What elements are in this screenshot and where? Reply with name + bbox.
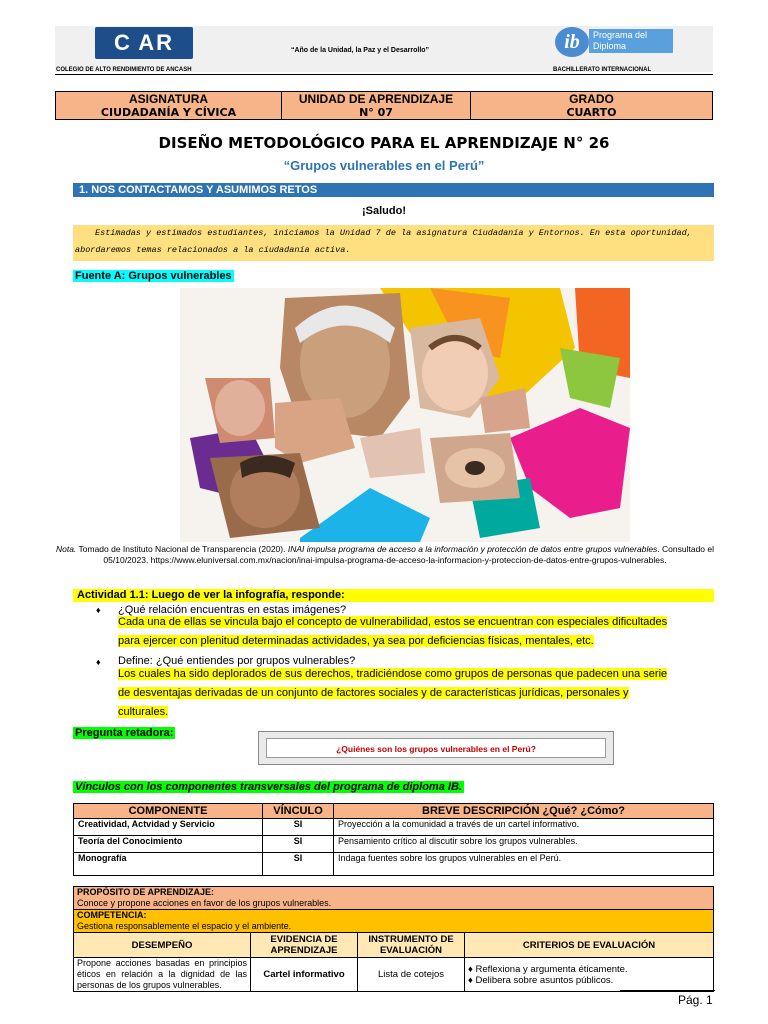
- grado-label: GRADO: [569, 92, 614, 106]
- header-motto: “Año de la Unidad, la Paz y el Desarrollo”: [290, 47, 430, 54]
- page-title: DISEÑO METODOLÓGICO PARA EL APRENDIZAJE N° 26: [158, 134, 610, 152]
- school-name: COLEGIO DE ALTO RENDIMIENTO DE ANCASH: [56, 67, 192, 73]
- table-header-row: [74, 933, 714, 958]
- table-header: DESEMPEÑO: [74, 933, 251, 958]
- bullet-diamond-icon: ♦: [96, 605, 101, 615]
- answer-2-line-1: Los cuales ha sido deplorados de sus derechos, tradiciéndose como grupos de personas que padecen una serie: [118, 668, 668, 680]
- question-2: Define: ¿Qué entiendes por grupos vulnerables?: [118, 655, 356, 667]
- unidad-value: N° 07: [359, 106, 393, 119]
- caption-title: INAI impulsa programa de acceso a la información y protección de datos entre grupos vulnerables: [287, 544, 658, 554]
- table-header: CRITERIOS DE EVALUACIÓN: [465, 933, 714, 958]
- coar-logo: [95, 27, 193, 59]
- competence-label: [74, 910, 714, 933]
- competence-label-text: COMPETENCIA:: [77, 910, 147, 920]
- table-header: COMPONENTE: [74, 804, 263, 819]
- collage-illustration: [180, 288, 630, 542]
- vulnerable-groups-collage-image: [180, 288, 630, 542]
- section-heading: 1. NOS CONTACTAMOS Y ASUMIMOS RETOS: [73, 183, 714, 197]
- purpose-label-text: PROPÓSITO DE APRENDIZAJE:: [77, 887, 215, 897]
- question-1: ¿Qué relación encuentras en estas imágenes?: [118, 604, 347, 616]
- answer-2-line-3: culturales.: [118, 706, 169, 718]
- answer-1-line-2: para ejercer con plenitud determinadas actividades, ya sea por deficiencias físicas, mentales, etc.: [118, 635, 594, 647]
- table-cell: Pensamiento crítico al discutir sobre los grupos vulnerables.: [334, 836, 714, 853]
- activity-heading: Actividad 1.1: Luego de ver la infografía, responde:: [73, 589, 714, 602]
- table-header-row: [74, 804, 714, 819]
- criterio-item: ♦ Delibera sobre asuntos públicos.: [468, 974, 614, 986]
- caption-note-label: Nota.: [55, 544, 77, 554]
- table-header: INSTRUMENTO DE EVALUACIÓN: [358, 933, 465, 958]
- page-number: Pág. 1: [678, 993, 713, 1007]
- challenge-question-box: [258, 731, 614, 765]
- source-label: Fuente A: Grupos vulnerables: [75, 270, 232, 282]
- table-row: [74, 836, 714, 853]
- challenge-question-label: Pregunta retadora:: [75, 727, 174, 739]
- bullet-diamond-icon: ♦: [96, 657, 101, 667]
- unidad-label: UNIDAD DE APRENDIZAJE: [298, 92, 454, 106]
- instrumento-cell: Lista de cotejos: [358, 958, 465, 992]
- subject-table: [55, 91, 713, 120]
- purpose-text: Conoce y propone acciones en favor de los grupos vulnerables.: [77, 898, 332, 908]
- asignatura-value: CIUDADANÍA Y CÍVICA: [100, 106, 237, 119]
- intro-paragraph: Estimadas y estimados estudiantes, iniciamos la Unidad 7 de la asignatura Ciudadanía y Entornos. En esta oportunidad, abordaremos temas relacionados a la ciudadanía activa.: [73, 225, 714, 261]
- components-table: [73, 803, 714, 876]
- table-cell: SI: [263, 836, 334, 853]
- table-row: [74, 819, 714, 836]
- table-row: [74, 958, 714, 992]
- purpose-row: [74, 887, 714, 910]
- desempeno-cell: Propone acciones basadas en principios éticos en relación a la dignidad de las personas de los grupos vulnerables.: [74, 958, 251, 992]
- competence-row: [74, 910, 714, 933]
- table-header: BREVE DESCRIPCIÓN ¿Qué? ¿Cómo?: [334, 804, 714, 819]
- table-cell: SI: [263, 819, 334, 836]
- components-title: Vínculos con los componentes transversales del programa de diploma IB.: [75, 781, 462, 793]
- criterio-item: ♦ Reflexiona y argumenta éticamente.: [468, 963, 628, 975]
- competence-text: Gestiona responsablemente el espacio y el ambiente.: [77, 921, 292, 931]
- caption-source: . Consultado el 05/10/2023. https://www.eluniversal.com.mx/nacion/inai-impulsa-programa-de-acceso-la-informacion-y-proteccion-de-datos-entre-grupos-vulnerables.: [103, 544, 715, 565]
- grado-value: CUARTO: [566, 106, 617, 119]
- coar-logo-text: C AR: [113, 30, 175, 55]
- table-cell: Teoría del Conocimiento: [74, 836, 263, 853]
- ib-logo-icon: ib: [555, 27, 589, 57]
- answer-1: [118, 613, 714, 651]
- answer-2: [118, 665, 714, 722]
- evidencia-cell: Cartel informativo: [251, 958, 358, 992]
- asignatura-label: ASIGNATURA: [128, 92, 209, 106]
- ib-logo-text: Programa del Diploma: [589, 29, 673, 53]
- unidad-cell: [282, 92, 471, 119]
- answer-2-line-2: de desventajas derivadas de un conjunto de factores sociales y de características jurídicas, personales y: [118, 687, 629, 699]
- grado-cell: [471, 92, 712, 119]
- table-cell: SI: [263, 853, 334, 876]
- page-subtitle: “Grupos vulnerables en el Perú”: [283, 158, 485, 173]
- greeting: ¡Saludo!: [362, 205, 406, 217]
- purpose-table: [73, 886, 714, 992]
- table-cell: Indaga fuentes sobre los grupos vulnerables en el Perú.: [334, 853, 714, 876]
- table-cell: Creatividad, Actvidad y Servicio: [74, 819, 263, 836]
- table-cell: Monografía: [74, 853, 263, 876]
- table-header: VÍNCULO: [263, 804, 334, 819]
- criterios-cell: [465, 958, 714, 992]
- header-divider: [55, 74, 713, 75]
- footer-divider: [620, 990, 715, 991]
- program-name: BACHILLERATO INTERNACIONAL: [553, 67, 652, 73]
- table-cell: Proyección a la comunidad a través de un cartel informativo.: [334, 819, 714, 836]
- answer-1-line-1: Cada una de ellas se vincula bajo el concepto de vulnerabilidad, estos se encuentran con especiales dificultades: [118, 616, 668, 628]
- caption-text: Tomado de Instituto Nacional de Transparencia (2020).: [76, 544, 288, 554]
- purpose-label: [74, 887, 714, 910]
- image-caption: [55, 544, 715, 566]
- table-header: EVIDENCIA DE APRENDIZAJE: [251, 933, 358, 958]
- table-row: [74, 853, 714, 876]
- challenge-question-text: ¿Quiénes son los grupos vulnerables en el Perú?: [266, 738, 606, 758]
- asignatura-cell: [56, 92, 282, 119]
